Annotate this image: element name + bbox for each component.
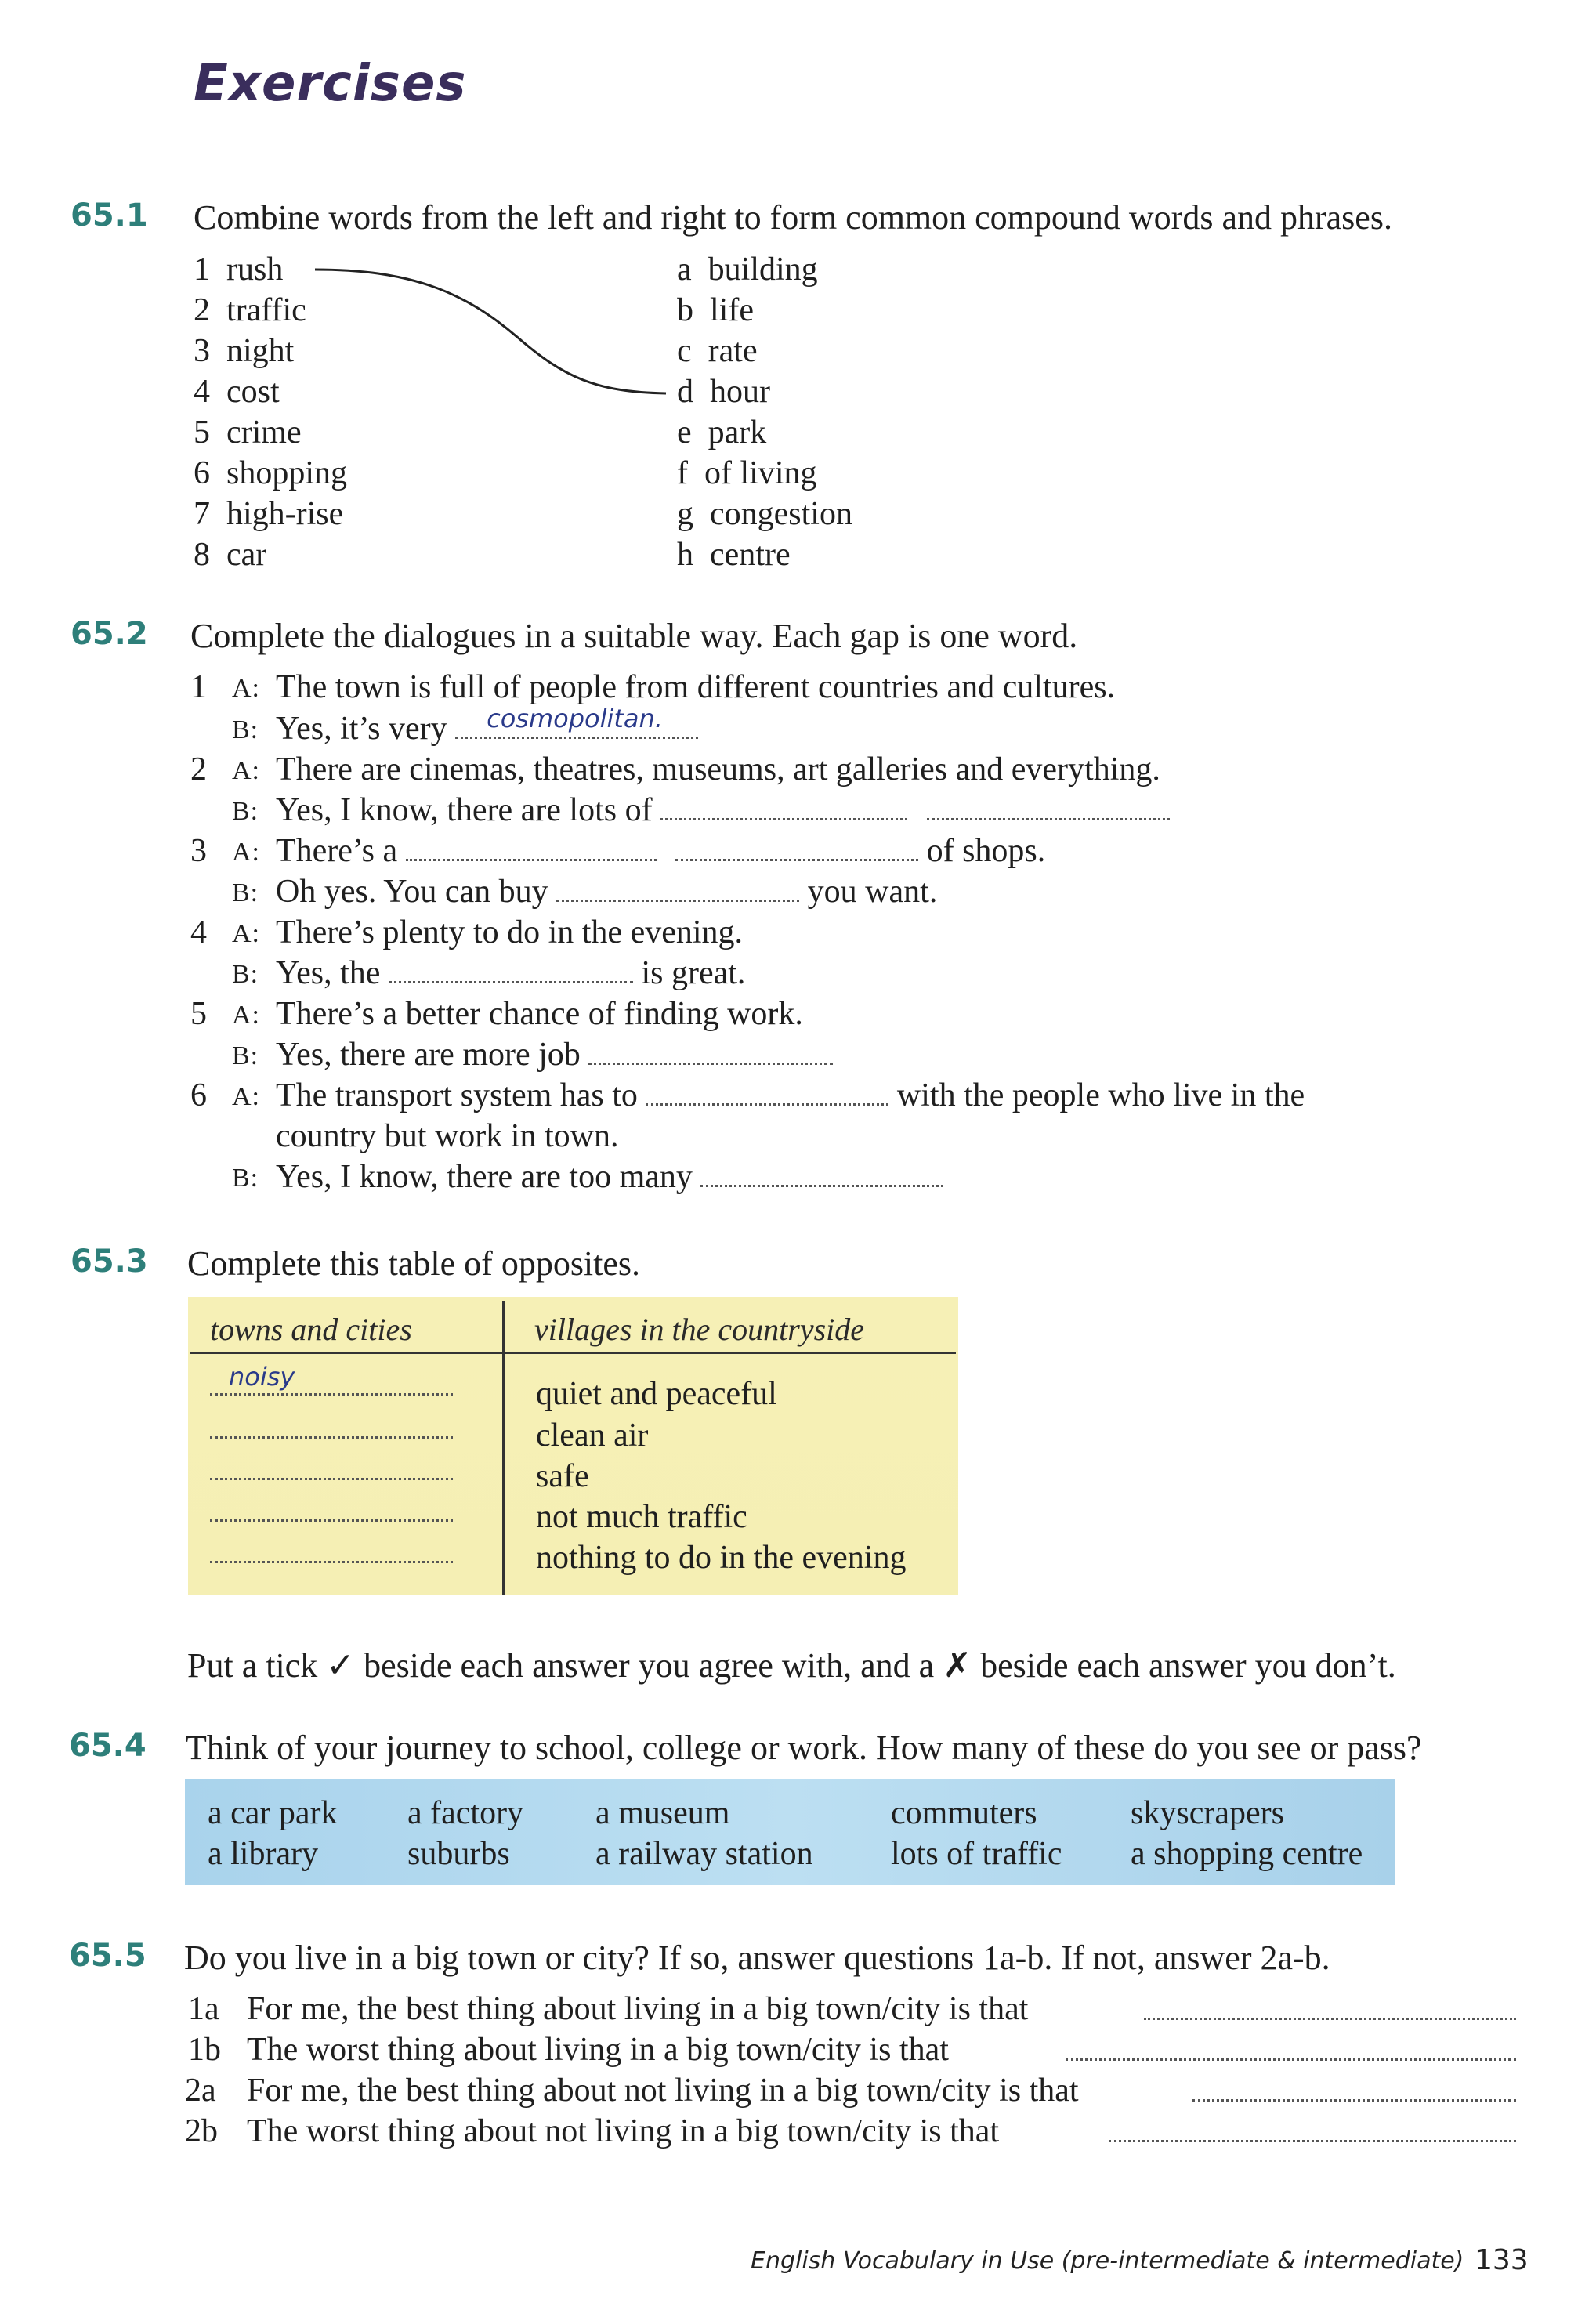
dialogue-6-a-continued: country but work in town. bbox=[276, 1118, 619, 1154]
answer-gap[interactable] bbox=[660, 817, 907, 820]
word-box-item: suburbs bbox=[407, 1836, 510, 1872]
answer-gap[interactable] bbox=[675, 858, 918, 861]
word-box-item: a shopping centre bbox=[1131, 1836, 1363, 1872]
table-answer-gap[interactable] bbox=[210, 1478, 453, 1480]
answer-gap[interactable] bbox=[700, 1184, 943, 1187]
left-item-4: 4 cost bbox=[194, 374, 280, 410]
question-number-2b: 2b bbox=[185, 2113, 218, 2149]
question-number-1b: 1b bbox=[188, 2032, 221, 2068]
answer-line[interactable] bbox=[1066, 2058, 1516, 2061]
table-header-towns: towns and cities bbox=[210, 1312, 412, 1347]
answer-gap[interactable] bbox=[646, 1102, 888, 1106]
question-2b: The worst thing about not living in a big town/city is that bbox=[247, 2113, 1000, 2149]
tick-instruction: Put a tick ✓ beside each answer you agree with, and a ✗ beside each answer you don’t. bbox=[187, 1646, 1396, 1685]
answer-gap[interactable] bbox=[588, 1062, 833, 1065]
speaker-a-label: A: bbox=[232, 674, 260, 703]
right-item-g: g congestion bbox=[677, 496, 852, 532]
dialogue-5-b: Yes, there are more job bbox=[276, 1036, 833, 1073]
table-row-3: safe bbox=[536, 1458, 589, 1494]
word-box-item: a library bbox=[208, 1836, 319, 1872]
speaker-a-label: A: bbox=[232, 838, 260, 867]
right-item-h: h centre bbox=[677, 537, 791, 573]
answer-line[interactable] bbox=[1109, 2140, 1516, 2142]
word-box-item: skyscrapers bbox=[1131, 1795, 1284, 1831]
speaker-a-label: A: bbox=[232, 756, 260, 785]
table-answer-gap[interactable] bbox=[210, 1519, 453, 1522]
table-header-divider bbox=[190, 1352, 956, 1354]
speaker-b-label: B: bbox=[232, 1164, 259, 1193]
exercise-number-65-2: 65.2 bbox=[71, 616, 148, 652]
right-item-f: f of living bbox=[677, 455, 817, 491]
page-number: 133 bbox=[1475, 2244, 1529, 2276]
right-item-b: b life bbox=[677, 292, 754, 328]
dialogue-1-b: Yes, it’s very cosmopolitan. bbox=[276, 710, 698, 748]
handwritten-answer: cosmopolitan. bbox=[487, 704, 663, 733]
dialogue-number-3: 3 bbox=[190, 833, 207, 869]
handwritten-answer: noisy bbox=[229, 1362, 295, 1392]
left-item-1: 1 rush bbox=[194, 252, 284, 288]
table-row-1: quiet and peaceful bbox=[536, 1376, 777, 1412]
speaker-b-label: B: bbox=[232, 960, 259, 989]
page-title: Exercises bbox=[194, 55, 467, 113]
dialogue-number-1: 1 bbox=[190, 669, 207, 705]
matching-connector-line bbox=[0, 0, 1596, 627]
word-box-item: commuters bbox=[891, 1795, 1037, 1831]
question-number-2a: 2a bbox=[185, 2073, 216, 2109]
dialogue-number-4: 4 bbox=[190, 914, 207, 950]
right-item-e: e park bbox=[677, 415, 767, 451]
word-box-item: a railway station bbox=[595, 1836, 813, 1872]
exercise-instruction-65-5: Do you live in a big town or city? If so, answer questions 1a-b. If not, answer 2a-b. bbox=[184, 1939, 1330, 1977]
left-item-6: 6 shopping bbox=[194, 455, 348, 491]
speaker-a-label: A: bbox=[232, 1082, 260, 1111]
answer-gap[interactable] bbox=[556, 899, 799, 902]
table-answer-gap[interactable] bbox=[210, 1362, 453, 1396]
exercise-instruction-65-3: Complete this table of opposites. bbox=[187, 1244, 641, 1283]
dialogue-4-a: There’s plenty to do in the evening. bbox=[276, 914, 744, 950]
left-item-5: 5 crime bbox=[194, 415, 302, 451]
table-row-2: clean air bbox=[536, 1417, 649, 1454]
exercise-number-65-5: 65.5 bbox=[69, 1938, 147, 1974]
right-item-a: a building bbox=[677, 252, 818, 288]
dialogue-2-a: There are cinemas, theatres, museums, art galleries and everything. bbox=[276, 751, 1160, 787]
question-1b: The worst thing about living in a big town/city is that bbox=[247, 2032, 949, 2068]
table-row-5: nothing to do in the evening bbox=[536, 1540, 907, 1576]
dialogue-number-5: 5 bbox=[190, 996, 207, 1032]
answer-gap[interactable] bbox=[406, 858, 657, 861]
word-box-item: a car park bbox=[208, 1795, 338, 1831]
left-item-7: 7 high-rise bbox=[194, 496, 344, 532]
table-answer-gap[interactable] bbox=[210, 1436, 453, 1439]
speaker-b-label: B: bbox=[232, 1041, 259, 1070]
exercise-number-65-1: 65.1 bbox=[71, 197, 148, 234]
answer-gap[interactable] bbox=[389, 980, 633, 983]
left-item-8: 8 car bbox=[194, 537, 267, 573]
dialogue-3-a: There’s a of shops. bbox=[276, 833, 1046, 869]
word-box-item: lots of traffic bbox=[891, 1836, 1062, 1872]
left-item-3: 3 night bbox=[194, 333, 295, 369]
exercise-instruction-65-2: Complete the dialogues in a suitable way. Each gap is one word. bbox=[190, 617, 1078, 655]
dialogue-6-b: Yes, I know, there are too many bbox=[276, 1158, 943, 1196]
word-box-item: a museum bbox=[595, 1795, 730, 1831]
dialogue-number-2: 2 bbox=[190, 751, 207, 787]
answer-gap[interactable] bbox=[927, 817, 1170, 820]
exercise-instruction-65-1: Combine words from the left and right to form common compound words and phrases. bbox=[194, 198, 1392, 237]
dialogue-6-a: The transport system has to with the people who live in the bbox=[276, 1077, 1305, 1113]
speaker-b-label: B: bbox=[232, 878, 259, 907]
dialogue-5-a: There’s a better chance of finding work. bbox=[276, 996, 803, 1032]
book-title-footer: English Vocabulary in Use (pre-intermediate & intermediate) bbox=[751, 2247, 1464, 2275]
word-box-item: a factory bbox=[407, 1795, 524, 1831]
dialogue-number-6: 6 bbox=[190, 1077, 207, 1113]
left-item-2: 2 traffic bbox=[194, 292, 306, 328]
speaker-a-label: A: bbox=[232, 1001, 260, 1030]
speaker-b-label: B: bbox=[232, 715, 259, 744]
table-row-4: not much traffic bbox=[536, 1499, 747, 1535]
speaker-a-label: A: bbox=[232, 919, 260, 948]
question-number-1a: 1a bbox=[188, 1991, 219, 2027]
right-item-d: d hour bbox=[677, 374, 770, 410]
table-column-divider bbox=[502, 1301, 505, 1595]
answer-line[interactable] bbox=[1144, 2018, 1516, 2020]
speaker-b-label: B: bbox=[232, 797, 259, 826]
dialogue-4-b: Yes, the is great. bbox=[276, 955, 746, 991]
dialogue-1-a: The town is full of people from different countries and cultures. bbox=[276, 669, 1116, 705]
right-item-c: c rate bbox=[677, 333, 758, 369]
dialogue-2-b: Yes, I know, there are lots of bbox=[276, 791, 1170, 829]
question-2a: For me, the best thing about not living in a big town/city is that bbox=[247, 2073, 1079, 2109]
question-1a: For me, the best thing about living in a big town/city is that bbox=[247, 1991, 1029, 2027]
exercise-number-65-3: 65.3 bbox=[71, 1244, 148, 1280]
table-answer-gap[interactable] bbox=[210, 1561, 453, 1563]
table-header-villages: villages in the countryside bbox=[534, 1312, 865, 1347]
dialogue-3-b: Oh yes. You can buy you want. bbox=[276, 874, 938, 910]
answer-line[interactable] bbox=[1192, 2099, 1516, 2102]
exercise-number-65-4: 65.4 bbox=[69, 1728, 147, 1764]
exercise-instruction-65-4: Think of your journey to school, college or work. How many of these do you see or pass? bbox=[186, 1729, 1422, 1767]
